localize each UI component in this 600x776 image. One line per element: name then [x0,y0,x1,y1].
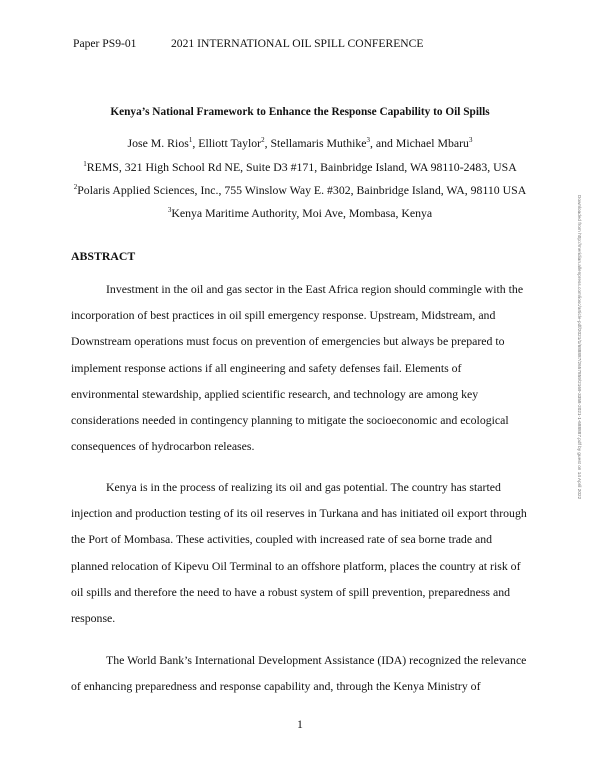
author-affiliation-marker: 3 [366,136,370,145]
paragraph-line: The World Bank’s International Development Assistance (IDA) recognized the relevance [106,653,527,667]
affiliation-2: $^2$Polaris Applied Sciences, Inc., 755 Winslow Way E. #302, Bainbridge Island, WA, 98110 USA [73,183,527,197]
header-paper-id: Paper PS9-01 [73,37,137,50]
paragraph-line: injection and production testing of its oil reserves in Turkana and has initiated oil export through [71,506,527,521]
author-name: Michael Mbaru [395,136,469,150]
paragraph-line: Investment in the oil and gas sector in the East Africa region should commingle with the [106,282,524,296]
paragraph-line: oil spills and therefore the need to have a robust system of spill prevention, preparedness and [71,584,510,599]
affiliation-3: $^3$Kenya Maritime Authority, Moi Ave, Mombasa, Kenya [167,206,433,220]
paragraph-line: incorporation of best practices in oil spill emergency response. Upstream, Midstream, and [71,308,496,323]
affiliation-1: $^1$REMS, 321 High School Rd NE, Suite D3 #171, Bainbridge Island, WA 98110-2483, USA [83,160,517,174]
paragraph-line: consequences of hydrocarbon releases. [71,439,255,454]
paragraph-line: considerations needed in contingency planning to mitigate the socioeconomic and ecological [71,412,509,427]
page-number: 1 [297,717,303,731]
paragraph-line: of enhancing preparedness and response capability and, through the Kenya Ministry of [71,679,481,694]
paper-title: Kenya’s National Framework to Enhance the Response Capability to Oil Spills [110,106,490,118]
paragraph-line: Kenya is in the process of realizing its oil and gas potential. The country has started [106,480,501,494]
author-name: Stellamaris Muthike [270,136,367,150]
paragraph-line: environmental stewardship, applied scientific research, and technology are among key [71,386,479,401]
paragraph-line: planned relocation of Kipevu Oil Terminal to an offshore platform, places the country at risk of [71,558,521,573]
paragraph-line: implement response actions if all engineering and safety defenses fail. Elements of [71,360,462,375]
author-affiliation-marker: 2 [261,136,265,145]
author-name: Jose M. Rios [127,136,189,150]
author-list: Jose M. Rios$^1$, Elliott Taylor$^2$, Stellamaris Muthike$^3$, and Michael Mbaru$^3$ [127,136,473,150]
header-conference: 2021 INTERNATIONAL OIL SPILL CONFERENCE [171,37,424,50]
author-affiliation-marker: 1 [188,136,193,145]
author-affiliation-marker: 3 [468,136,473,145]
download-watermark: Downloaded from http://meridian.allenpress.com/iosc/article-pdf/2021/1/688887/2657859/2169-3358-2021-1-688887.pdf by guest on 14 April 2022 [577,195,582,500]
paragraph-line: the Port of Mombasa. These activities, coupled with increased rate of sea borne trade and [71,532,493,547]
abstract-paragraph [71,276,522,459]
author-name: Elliott Taylor [198,136,262,150]
body-paragraph [71,474,527,631]
paragraph-line: Downstream operations must focus on prevention of emergencies but always be prepared to [71,334,505,349]
body-paragraph [71,647,527,699]
paragraph-line: response. [71,610,116,625]
abstract-heading: ABSTRACT [71,249,136,263]
